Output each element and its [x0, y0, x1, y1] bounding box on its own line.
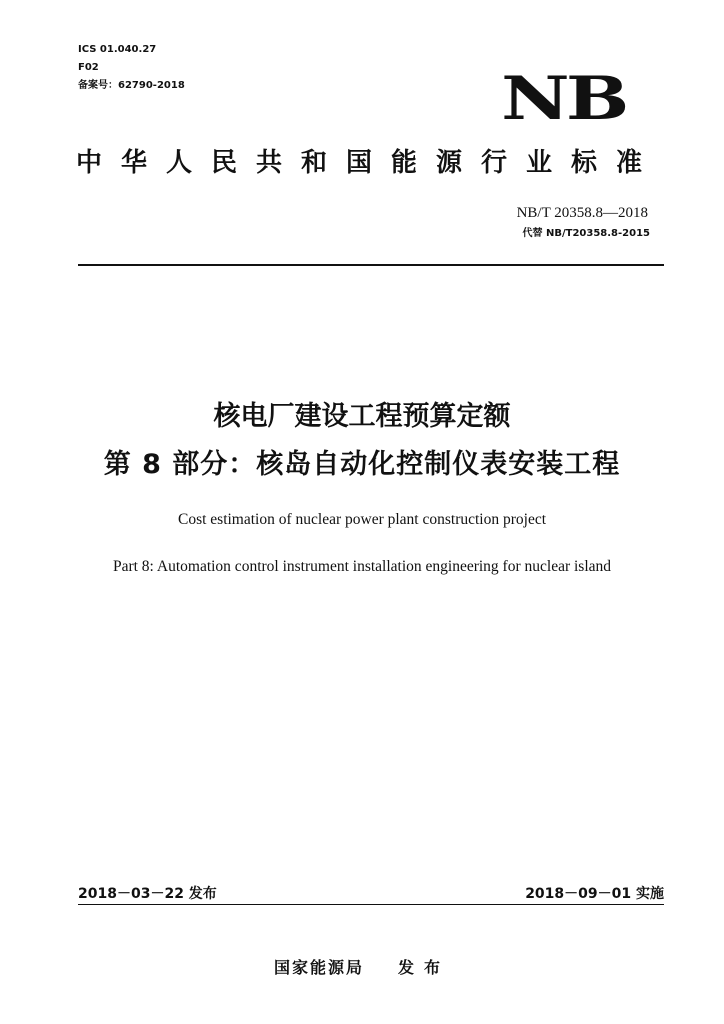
chinese-title-line-2: 第 8 部分：核岛自动化控制仪表安装工程: [103, 449, 621, 480]
english-title-line-2: Part 8: Automation control instrument installation engineering for nuclear island: [112, 558, 612, 575]
replaces-note: 代替 NB/T20358.8-2015: [522, 228, 650, 239]
top-divider: [78, 264, 664, 266]
nb-logo: NB: [501, 64, 626, 134]
ics-code: ICS 01.040.27: [78, 44, 157, 55]
chinese-title-line-1: 核电厂建设工程预算定额: [213, 401, 511, 432]
effective-date: 2018－09－01 实施: [525, 886, 664, 902]
record-number: 备案号：62790-2018: [78, 80, 185, 91]
publisher-action: 发布: [398, 958, 451, 977]
publisher-line: [0, 955, 724, 978]
publisher-name: 国家能源局: [273, 958, 364, 977]
bottom-divider: [78, 904, 664, 905]
standard-title: 中华人民共和国能源行业标准: [76, 148, 662, 178]
english-title-line-1: Cost estimation of nuclear power plant construction project: [177, 511, 547, 528]
standard-code: NB/T 20358.8—2018: [516, 205, 648, 221]
issue-date: 2018－03－22 发布: [78, 886, 217, 902]
classification-code: F02: [78, 62, 99, 73]
